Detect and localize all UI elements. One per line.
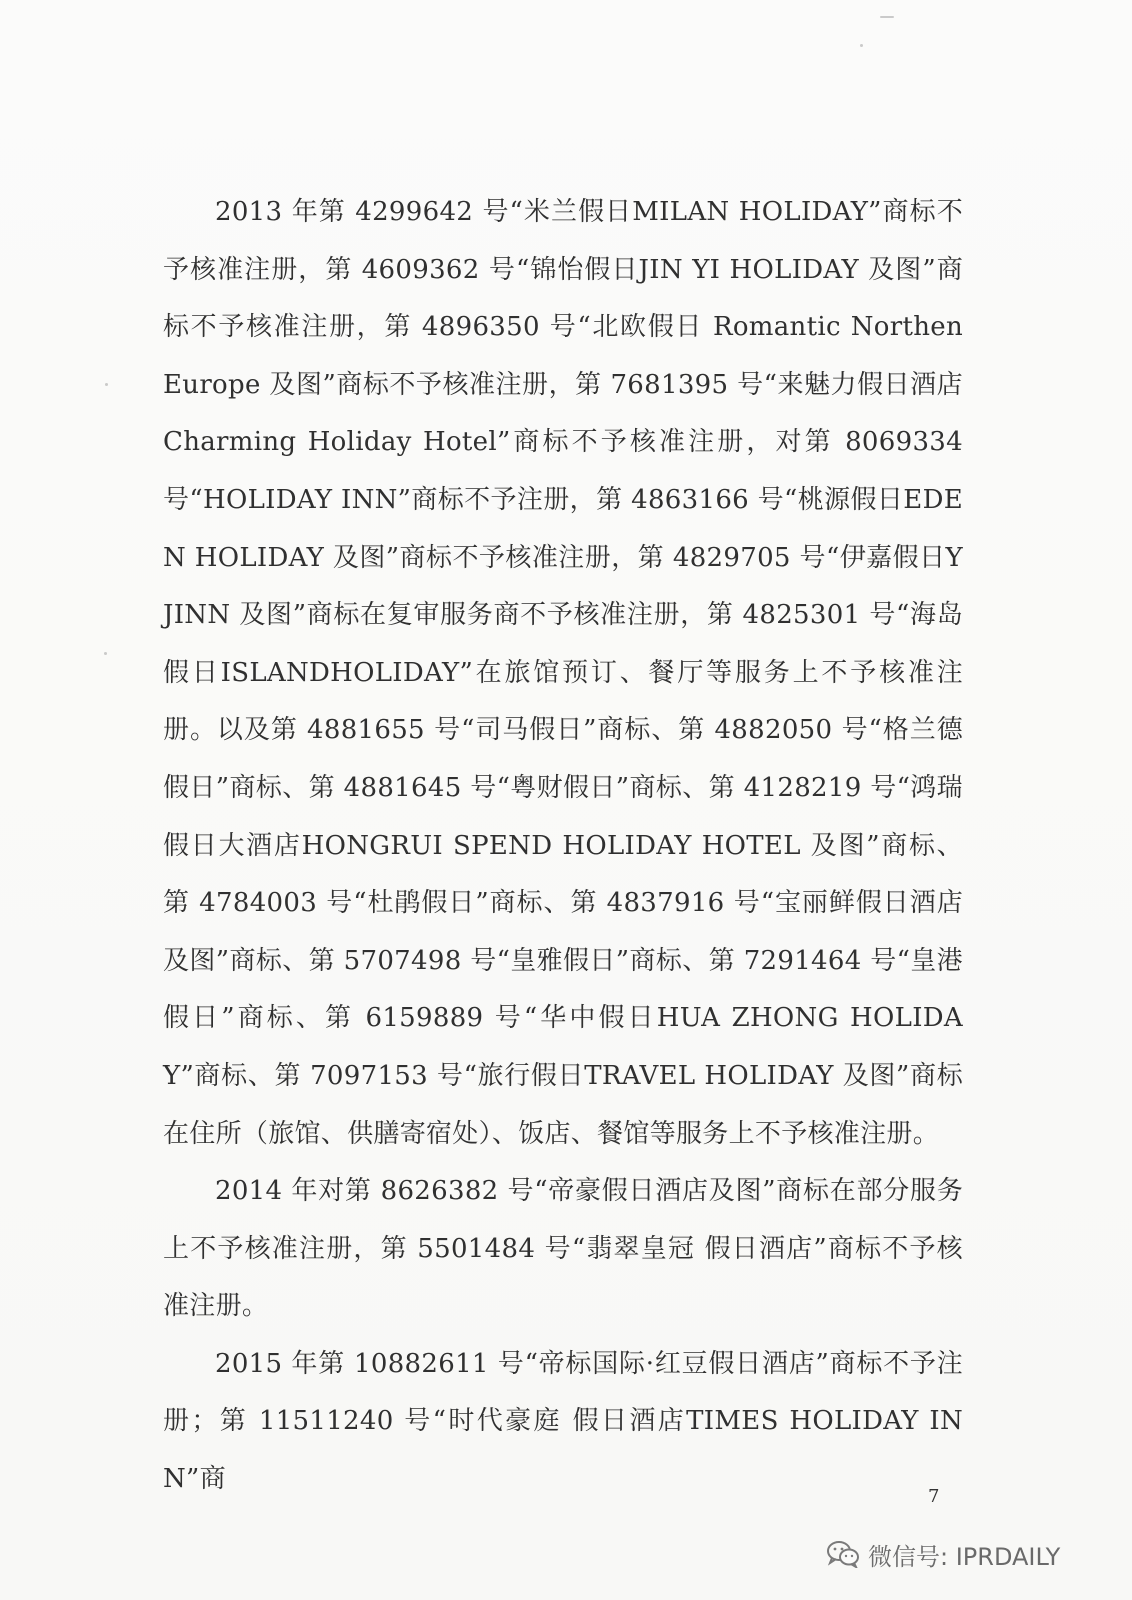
wechat-icon xyxy=(826,1540,860,1568)
wechat-watermark xyxy=(826,1536,1060,1572)
page-number: 7 xyxy=(928,1486,940,1507)
scan-speck xyxy=(880,16,894,18)
scan-speck xyxy=(104,652,107,655)
scan-speck xyxy=(105,383,108,386)
paragraph-2014: 2014 年对第 8626382 号“帝豪假日酒店及图”商标在部分服务上不予核准注册，第 5501484 号“翡翠皇冠 假日酒店”商标不予核准注册。 xyxy=(163,1176,963,1322)
document-body xyxy=(163,184,963,1509)
scan-speck xyxy=(860,44,863,47)
watermark-text: 微信号: IPRDAILY xyxy=(868,1542,1061,1571)
paragraph-2013: 2013 年第 4299642 号“米兰假日MILAN HOLIDAY”商标不予核准注册，第 4609362 号“锦怡假日JIN YI HOLIDAY 及图”商标不予核准注册，第 4896350 号“北欧假日 Romantic Northen Europe 及图”商标不予核准注册，第 7681395 号“来魅力假日酒店Charming Holiday Hotel”商标不予核准注册，对第 8069334 号“HOLIDAY INN”商标不予注册，第 4863166 号“桃源假日EDEN HOLIDAY 及图”商标不予核准注册，第 4829705 号“伊嘉假日YJINN 及图”商标在复审服务商不予核准注册，第 4825301 号“海岛假日ISLANDHOLIDAY”在旅馆预订、餐厅等服务上不予核准注册。以及第 4881655 号“司马假日”商标、第 4882050 号“格兰德假日”商标、第 4881645 号“粤财假日”商标、第 4128219 号“鸿瑞假日大酒店HONGRUI SPEND HOLIDAY HOTEL 及图”商标、第 4784003 号“杜鹃假日”商标、第 4837916 号“宝丽鲜假日酒店及图”商标、第 5707498 号“皇雅假日”商标、第 7291464 号“皇港假日”商标、第 6159889 号“华中假日HUA ZHONG HOLIDAY”商标、第 7097153 号“旅行假日TRAVEL HOLIDAY 及图”商标在住所（旅馆、供膳寄宿处）、饭店、餐馆等服务上不予核准注册。 xyxy=(163,197,963,1149)
paragraph-2015: 2015 年第 10882611 号“帝标国际·红豆假日酒店”商标不予注册；第 11511240 号“时代豪庭 假日酒店TIMES HOLIDAY INN”商 xyxy=(163,1348,963,1495)
